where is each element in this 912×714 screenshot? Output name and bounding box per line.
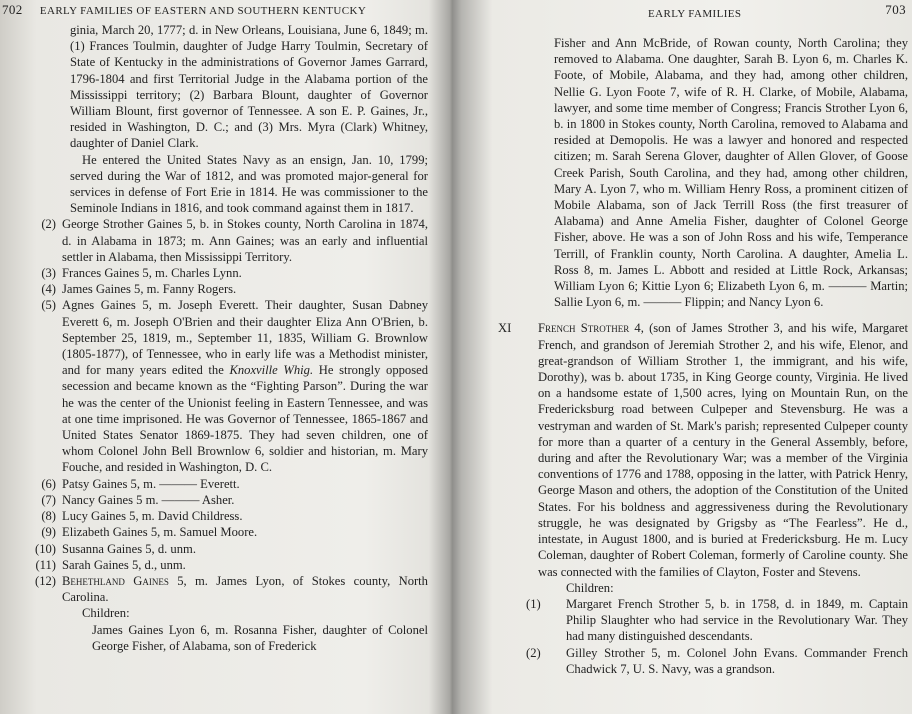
right-running-head: EARLY FAMILIES	[648, 8, 742, 20]
entry-3	[30, 265, 428, 281]
entry-number: (10)	[35, 541, 56, 556]
left-children-label: Children:	[82, 606, 130, 621]
entry-number: (4)	[41, 282, 56, 297]
left-continuation-2: He entered the United States Navy as an ensign, Jan. 10, 1799; served during the War of 1812, and was promoted major-general for services in defense of Fort Erie in 1814. He was commissioner to the Seminole Indians in 1816, and took command against them in 1817.	[70, 152, 428, 216]
entry-11	[30, 557, 428, 573]
child-entry-1	[498, 596, 908, 645]
left-body	[30, 22, 428, 654]
entry-10	[30, 541, 428, 557]
entry-number: (2)	[526, 645, 541, 660]
entry-text-b: He strongly opposed secession and became known as the “Fighting Parson”. During the war he was the center of the Unionist feeling in Eastern Tennessee, and was at one time imprisoned. He was Governor of Tennessee, 1865-1867 and United States Senator 1869-1875. They had seven children, one of whom Colonel John Bell Brownlow 6, soldier and historian, m. Mary Fouche, and resided in Washington, D. C.	[62, 363, 428, 475]
left-page-number: 702	[2, 2, 23, 17]
entry-number: (7)	[41, 492, 56, 507]
left-children-text: James Gaines Lyon 6, m. Rosanna Fisher, daughter of Colonel George Fisher, of Alabama, son of Frederick	[92, 622, 428, 653]
entry-9	[30, 524, 428, 540]
right-page-number: 703	[885, 2, 906, 17]
entry-text: Lucy Gaines 5, m. David Childress.	[62, 509, 243, 524]
right-continuation: Fisher and Ann McBride, of Rowan county, North Carolina; they removed to Alabama. One daughter, Sarah B. Lyon 6, m. Charles K. Foote, of Mobile, Alabama, and they had, among other children, Nellie G. Lyon Foote 7, wife of R. H. Clarke, of Mobile, Alabama, lawyer, and some time member of Congress; Francis Strother Lyon 6, b. in 1800 in Stokes county, North Carolina, removed to Alabama and resided at Demopolis. He was a lawyer and honored and respected citizen; m. Sarah Serena Glover, daughter of Allen Glover, of Goose Creek Parish, South Carolina, and they had, among other children, Mary A. Lyon 7, who m. William Henry Ross, a prominent citizen of Mobile Alabama, son of Jack Terrill Ross (the first treasurer of Alabama) and Anne Amelia Fisher, daughter of Colonel George Fisher, above. He was a son of John Ross and his wife, Temperance Terrill, of Franklin county, North Carolina. A daughter, Amelia L. Ross 8, m. James L. Abbott and resided at Little Rock, Arkansas; William Lyon 6; Kittie Lyon 6; Elizabeth Lyon 6, m. ——— Martin; Sallie Lyon 6, m. ——— Flippin; and Nancy Lyon 6.	[554, 36, 908, 310]
entry-2	[30, 216, 428, 265]
entry-number: (5)	[41, 298, 56, 313]
entry-number: (6)	[41, 476, 56, 491]
entry-text: George Strother Gaines 5, b. in Stokes county, North Carolina in 1874, d. in Alabama in 1873; m. Ann Gaines; was an early and influential settler in Alabama, then Mississippi Territory.	[62, 217, 428, 264]
entry-number: (9)	[41, 525, 56, 540]
entry-number: (12)	[35, 573, 56, 588]
left-continuation: ginia, March 20, 1777; d. in New Orleans, Louisiana, June 6, 1849; m. (1) Frances Toulmin, daughter of Judge Harry Toulmin, Secretary of State of Kentucky in the administrations of Governor James Garrard, 1796-1804 and first Territorial Judge in the Alabama portion of the Mississippi territory; (2) Barbara Blount, daughter of Governor William Blount, first governor of Tennessee. A son E. P. Gaines, Jr., resided in Washington, D. C.; and (3) Mrs. Myra (Clark) Whitney, daughter of Daniel Clark.	[70, 23, 428, 151]
right-page	[458, 0, 912, 714]
left-running-head: EARLY FAMILIES OF EASTERN AND SOUTHERN KENTUCKY	[39, 5, 367, 17]
left-page	[0, 0, 446, 714]
section-name: French Strother	[538, 321, 630, 336]
right-children-label: Children:	[566, 580, 614, 595]
entry-number: (3)	[41, 266, 56, 281]
section-number: XI	[498, 321, 512, 336]
entry-name: Behethland Gaines	[62, 573, 169, 588]
entry-text: 5, m. James Lyon, of Stokes county, North Carolina.	[62, 573, 428, 605]
entry-text: Susanna Gaines 5, d. unm.	[62, 541, 196, 556]
entry-text: Frances Gaines 5, m. Charles Lynn.	[62, 266, 242, 281]
entry-text: Sarah Gaines 5, d., unm.	[62, 557, 186, 572]
entry-text: Nancy Gaines 5 m. ——— Asher.	[62, 492, 235, 507]
entry-text: Patsy Gaines 5, m. ——— Everett.	[62, 476, 240, 491]
entry-text: Elizabeth Gaines 5, m. Samuel Moore.	[62, 525, 258, 540]
section-text: 4, (son of James Strother 3, and his wife, Margaret French, and grandson of Jeremiah Strother 2, and his wife, Elenor, and great-grandson of William Strother 1, the immigrant, and his wife, Dorothy), was b. about 1735, in King George county, Virginia. He lived on a handsome estate of 1,500 acres, lying on Mountain Run, on the Fredericksburg road between Culpeper and Stevensburg. He was a vestryman and warden of St. Mark's parish; represented Culpeper county for more than a quarter of a century in the General Assembly, before, during and after the Revolutionary War; was a member of the Virginia conventions of 1776 and 1788, opposing in the latter, with Patrick Henry, George Mason and others, the adoption of the Constitution of the United States. For his boldness and aggressiveness during the Revolutionary struggle, he was designated by Grigsby as “The Fearless”. He d., intestate, in August 1800, and is buried at Fredericksburg. He m. Lucy Coleman, daughter of Robert Coleman, formerly of Caroline county. She was connected with the families of Clayton, Foster and Stevens.	[538, 321, 908, 579]
child-entry-2	[498, 645, 908, 677]
entry-number: (2)	[41, 217, 56, 232]
left-header	[2, 2, 366, 18]
entry-number: (1)	[526, 596, 541, 611]
entry-number: (8)	[41, 509, 56, 524]
entry-8	[30, 508, 428, 524]
entry-4	[30, 281, 428, 297]
entry-5	[30, 297, 428, 475]
entry-text: James Gaines 5, m. Fanny Rogers.	[62, 282, 237, 297]
right-body	[498, 35, 908, 677]
newspaper-title: Knoxville Whig.	[229, 363, 314, 378]
entry-text-a: Agnes Gaines 5, m. Joseph Everett. Their daughter, Susan Dabney Everett 6, m. Joseph O'Brien and their daughter Eliza Ann O'Brien, b. September 25, 1819, m., September 11, 1835, William G. Brownlow (1805-1877), of Tennessee, who in early life was a Methodist minister, and for many years edited the	[62, 298, 428, 378]
entry-text: Gilley Strother 5, m. Colonel John Evans. Commander French Chadwick 7, U. S. Navy, was a grandson.	[566, 645, 908, 676]
entry-12	[30, 573, 428, 605]
entry-text: Margaret French Strother 5, b. in 1758, d. in 1849, m. Captain Philip Slaughter who had service in the Revolutionary War. They had many distinguished descendants.	[566, 596, 908, 644]
entry-number: (11)	[35, 557, 56, 572]
entry-7	[30, 492, 428, 508]
entry-6	[30, 476, 428, 492]
section-xi	[498, 320, 908, 579]
